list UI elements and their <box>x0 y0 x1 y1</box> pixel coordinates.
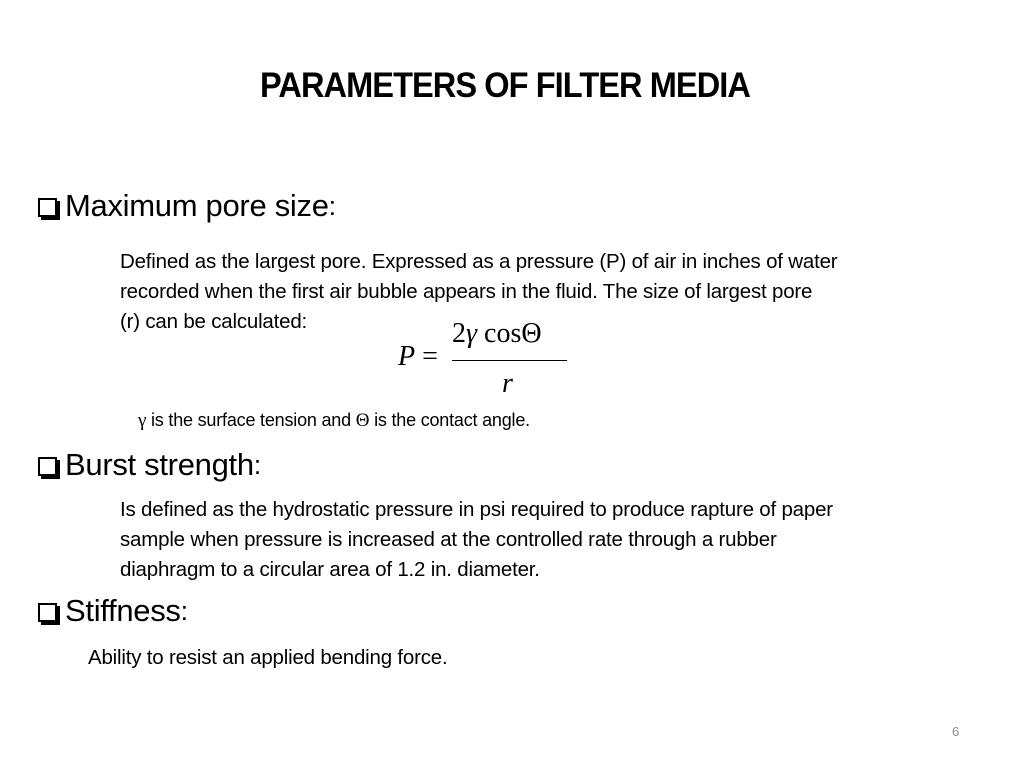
heading-colon: : <box>180 595 188 626</box>
fraction-bar <box>452 360 567 361</box>
paragraph-line: (r) can be calculated: <box>120 310 308 333</box>
bullet-heading-max-pore-size <box>38 188 336 224</box>
page-number: 6 <box>952 724 960 739</box>
paragraph-line: Is defined as the hydrostatic pressure in psi required to produce rapture of paper <box>120 498 833 521</box>
gamma-symbol: γ <box>138 410 147 431</box>
burst-strength-description <box>120 495 833 585</box>
heading-colon: : <box>253 449 261 480</box>
pore-size-formula <box>392 318 582 408</box>
slide-title: PARAMETERS OF FILTER MEDIA <box>260 66 750 105</box>
formula-denominator: r <box>502 368 513 399</box>
bullet-heading-burst-strength <box>38 447 261 483</box>
formula-lhs: P = <box>398 341 438 372</box>
checkbox-bullet-icon <box>38 603 57 622</box>
heading-text: Stiffness <box>65 593 181 628</box>
paragraph-line: Defined as the largest pore. Expressed as a pressure (P) of air in inches of water <box>120 250 838 273</box>
formula-numerator: 2γ cosΘ <box>452 318 542 349</box>
note-text-1: is the surface tension and <box>146 410 356 430</box>
stiffness-description <box>88 643 447 673</box>
formula-note <box>138 410 530 432</box>
heading-colon: : <box>328 190 336 221</box>
checkbox-bullet-icon <box>38 457 57 476</box>
theta-symbol: Θ <box>355 410 370 431</box>
bullet-heading-stiffness <box>38 593 188 629</box>
paragraph-line: diaphragm to a circular area of 1.2 in. diameter. <box>120 558 540 581</box>
note-text-2: is the contact angle. <box>369 410 530 430</box>
heading-text: Maximum pore size <box>65 188 329 223</box>
paragraph-line: sample when pressure is increased at the controlled rate through a rubber <box>120 528 777 551</box>
paragraph-line: recorded when the first air bubble appears in the fluid. The size of largest pore <box>120 280 813 303</box>
checkbox-bullet-icon <box>38 198 57 217</box>
paragraph-line: Ability to resist an applied bending force. <box>88 646 448 669</box>
heading-text: Burst strength <box>65 447 254 482</box>
